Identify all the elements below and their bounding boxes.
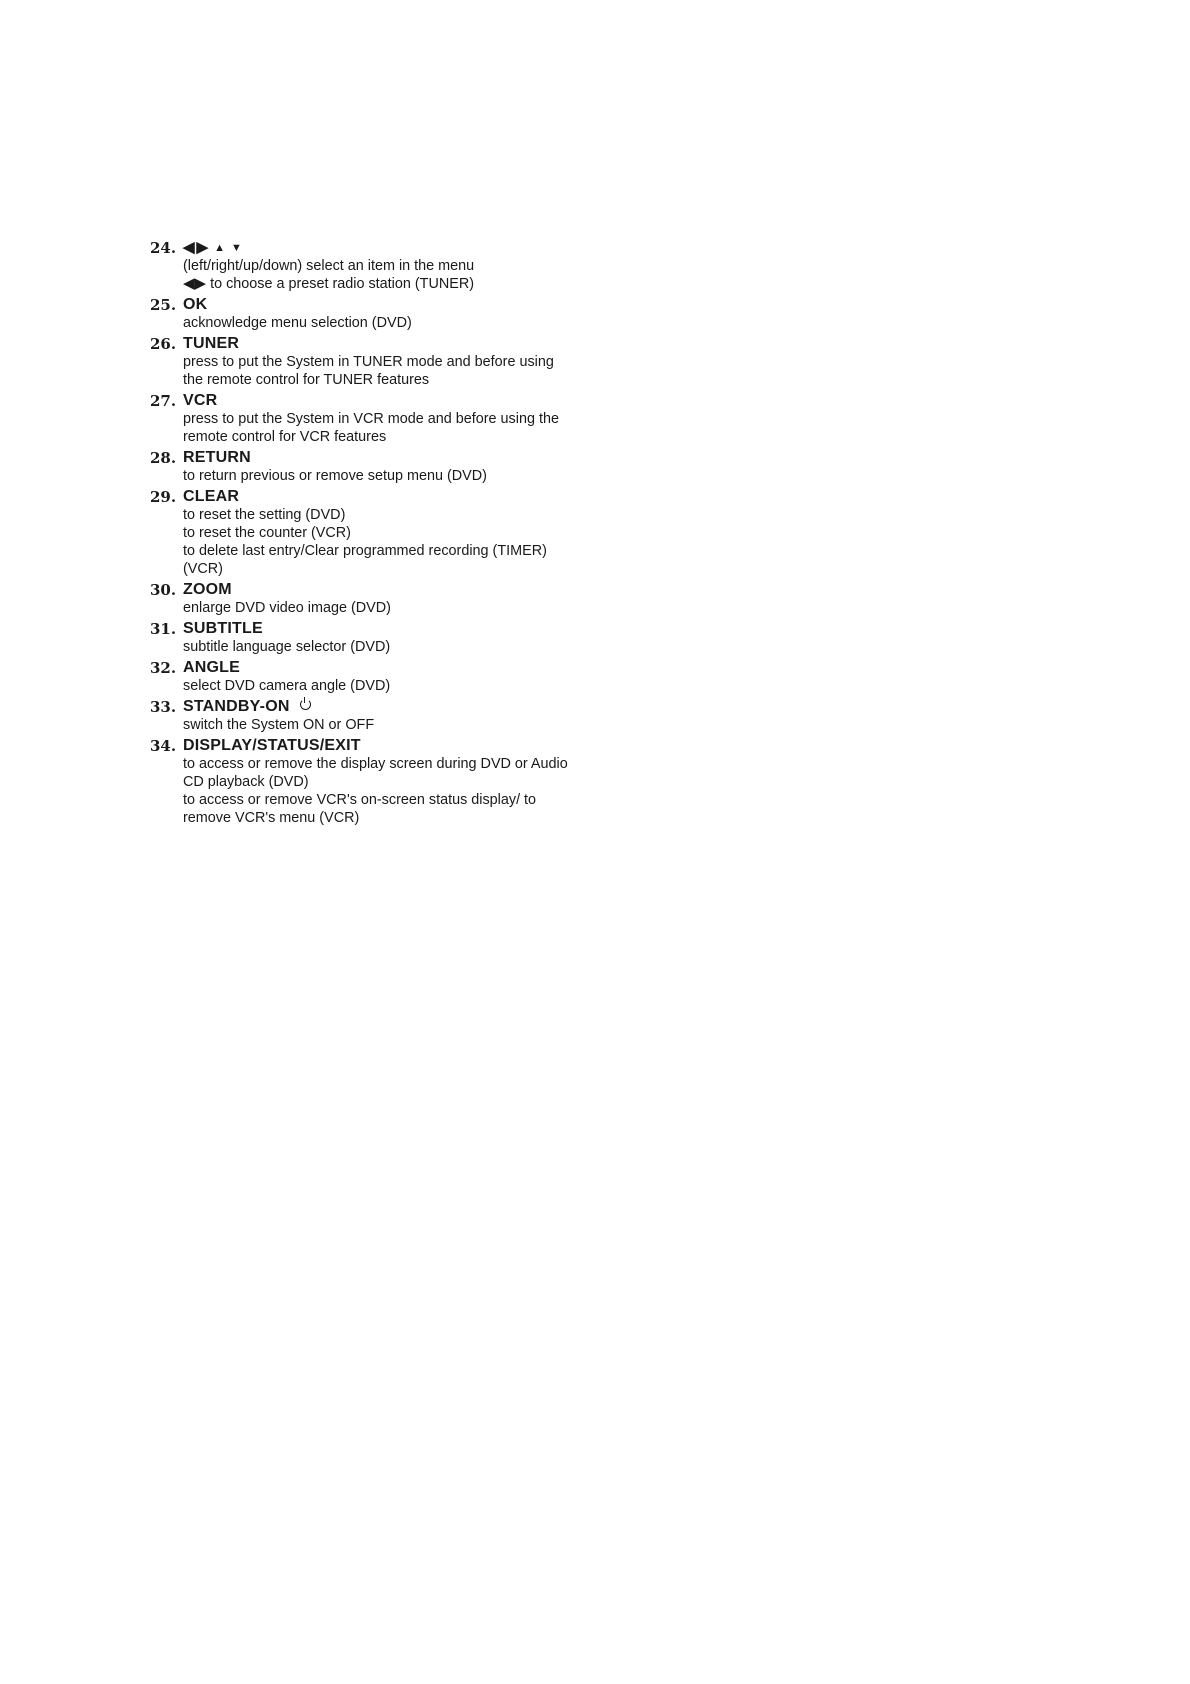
item-26: [150, 335, 710, 389]
item-28: [150, 449, 710, 485]
item-title: ZOOM: [183, 581, 232, 598]
item-number: 25.: [150, 296, 177, 314]
item-description: to return previous or remove setup menu (DVD): [183, 468, 487, 484]
item-title: ANGLE: [183, 659, 240, 676]
item-description: subtitle language selector (DVD): [183, 639, 391, 655]
item-number: 26.: [150, 335, 177, 353]
item-number: 32.: [150, 659, 177, 677]
item-24: [150, 239, 710, 293]
item-title: OK: [183, 296, 208, 313]
down-arrow-icon: ▼: [230, 242, 244, 254]
item-description: to access or remove the display screen during DVD or Audio: [183, 756, 568, 772]
item-description: acknowledge menu selection (DVD): [183, 315, 412, 331]
item-number: 34.: [150, 737, 177, 755]
item-number: 33.: [150, 698, 177, 716]
item-description: enlarge DVD video image (DVD): [183, 600, 391, 616]
item-description: remove VCR's menu (VCR): [183, 810, 360, 826]
item-description-tuner: [183, 275, 710, 293]
item-description: to reset the counter (VCR): [183, 525, 351, 541]
item-description-text: to choose a preset radio station (TUNER): [210, 276, 475, 292]
power-icon: [300, 699, 311, 710]
item-27: [150, 392, 710, 446]
up-arrow-icon: ▲: [214, 242, 227, 254]
item-title: TUNER: [183, 335, 240, 352]
item-description: the remote control for TUNER features: [183, 372, 430, 388]
item-description: (left/right/up/down) select an item in the menu: [183, 258, 475, 274]
item-30: [150, 581, 710, 617]
item-title: RETURN: [183, 449, 251, 466]
item-title-row: [183, 698, 710, 716]
left-arrow-icon: ◀: [183, 239, 197, 256]
left-arrow-icon: ◀: [183, 275, 195, 292]
item-title: STANDBY-ON: [183, 698, 290, 715]
item-number: 27.: [150, 392, 177, 410]
item-34: [150, 737, 710, 827]
item-description: (VCR): [183, 561, 223, 577]
item-number: 24.: [150, 239, 177, 257]
item-25: [150, 296, 710, 332]
item-number: 29.: [150, 488, 177, 506]
navigation-arrows: [183, 239, 244, 257]
item-title: VCR: [183, 392, 218, 409]
remote-control-button-list: [150, 239, 710, 830]
item-33: [150, 698, 710, 734]
item-number: 31.: [150, 620, 177, 638]
item-description: to access or remove VCR's on-screen status display/ to: [183, 792, 537, 808]
item-description: press to put the System in TUNER mode and before using: [183, 354, 554, 370]
right-arrow-icon: ▶: [194, 275, 207, 292]
item-description: switch the System ON or OFF: [183, 717, 375, 733]
item-29: [150, 488, 710, 578]
item-number: 28.: [150, 449, 177, 467]
item-description: remote control for VCR features: [183, 429, 387, 445]
right-arrow-icon: ▶: [196, 239, 211, 256]
item-description: CD playback (DVD): [183, 774, 309, 790]
item-description: to reset the setting (DVD): [183, 507, 346, 523]
item-description: press to put the System in VCR mode and before using the: [183, 411, 559, 427]
item-31: [150, 620, 710, 656]
item-32: [150, 659, 710, 695]
item-title: DISPLAY/STATUS/EXIT: [183, 737, 361, 754]
item-title: CLEAR: [183, 488, 240, 505]
item-description: to delete last entry/Clear programmed recording (TIMER): [183, 543, 547, 559]
item-title: SUBTITLE: [183, 620, 263, 637]
item-number: 30.: [150, 581, 177, 599]
item-description: select DVD camera angle (DVD): [183, 678, 391, 694]
